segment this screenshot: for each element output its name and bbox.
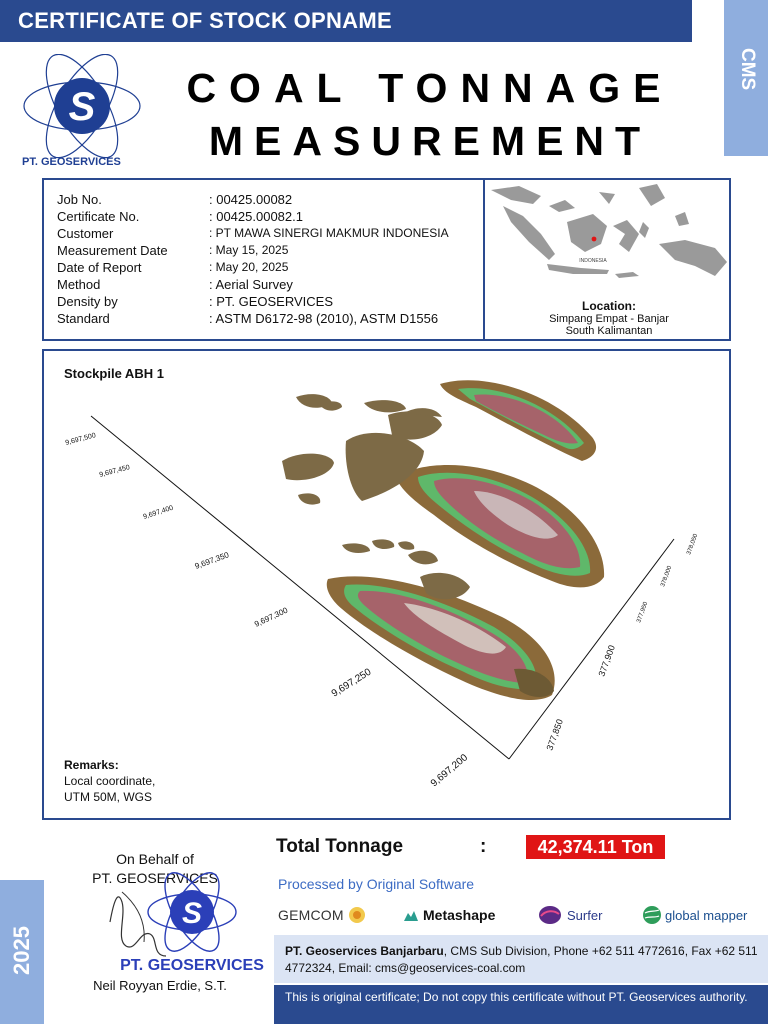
northing-tick: 9,697,450 [98,464,131,479]
northing-tick: 9,697,250 [329,666,374,700]
title-line-2: MEASUREMENT [208,118,652,164]
info-value: : May 15, 2025 [209,243,289,257]
behalf-line-1: On Behalf of [116,851,194,867]
info-label: Density by [57,294,118,309]
info-label: Job No. [57,192,102,207]
page-title [160,62,700,168]
info-value: : 00425.00082.1 [209,209,303,224]
stockpile-3d-view [44,351,729,818]
remarks-line-1: Local coordinate, [64,774,156,788]
globe-icon [642,905,662,925]
signature-stroke [122,892,144,942]
contact-company: PT. Geoservices Banjarbaru [285,944,444,958]
location-line-2: South Kalimantan [565,325,653,337]
metashape-logo [404,902,495,928]
year-tab [0,880,44,1024]
northing-tick: 9,697,350 [193,550,231,571]
northing-tick: 9,697,300 [253,605,290,629]
info-label: Measurement Date [57,243,168,258]
info-label: Standard [57,311,110,326]
stockpile-visualization [42,349,731,820]
location-line-1: Simpang Empat - Banjar [549,313,669,325]
stamp-caption: PT. GEOSERVICES [120,957,264,974]
map-country-label: INDONESIA [579,258,607,264]
svg-text:S: S [181,897,203,930]
info-value: : PT. GEOSERVICES [209,294,334,309]
surfer-label: Surfer [567,907,603,923]
banner-title: CERTIFICATE OF STOCK OPNAME [18,8,392,33]
certificate-banner [0,0,692,42]
easting-tick: 378,050 [686,533,700,556]
svg-text:S: S [68,85,96,129]
easting-tick: 377,900 [596,643,618,678]
side-tab-label: CMS [737,48,758,91]
global-mapper-label: global mapper [665,907,748,923]
location-title: Location: [582,299,636,313]
contact-details: , CMS Sub Division, Phone +62 511 4772616, Fax +62 511 4772324, Email: cms@geoservices-coal.com [285,944,758,975]
stockpile-top-right [440,380,596,461]
northing-tick: 9,697,200 [428,752,471,790]
surfer-logo [538,902,602,928]
easting-tick: 377,850 [544,717,566,752]
gemcom-label: GEMCOM [278,907,344,923]
easting-tick: 377,950 [636,601,650,624]
easting-tick: 378,000 [660,565,674,588]
contact-info [274,935,768,983]
remarks-title: Remarks: [64,758,119,772]
certificate-info-box [42,178,731,341]
stockpile-middle [396,465,604,587]
signature-stroke [110,897,166,956]
stockpile-title: Stockpile ABH 1 [64,366,164,381]
info-label: Customer [57,226,114,241]
surfer-icon [538,904,562,926]
info-value: : May 20, 2025 [209,260,289,274]
info-value: : Aerial Survey [209,277,293,292]
logo-caption: PT. GEOSERVICES [22,156,121,168]
software-heading: Processed by Original Software [278,876,475,892]
info-label: Method [57,277,101,292]
location-map [489,182,729,300]
geoservices-logo [20,54,144,170]
gemcom-logo [278,902,367,928]
title-line-1: COAL TONNAGE [186,65,674,111]
metashape-icon [404,909,418,921]
remarks-line-2: UTM 50M, WGS [64,790,153,804]
northing-tick: 9,697,500 [64,432,97,447]
year-label: 2025 [9,926,34,975]
total-tonnage-colon: : [480,836,487,857]
gemcom-icon [347,905,367,925]
info-value: : PT MAWA SINERGI MAKMUR INDONESIA [209,226,449,240]
copyright-notice: This is original certificate; Do not copy this certificate without PT. Geoservices authority. [274,985,768,1024]
remarks [64,757,155,805]
metashape-label: Metashape [423,907,496,923]
info-value: : ASTM D6172-98 (2010), ASTM D1556 [209,311,439,326]
info-label: Certificate No. [57,209,140,224]
global-mapper-logo [642,902,747,928]
cms-side-tab [724,0,768,156]
info-value: : 00425.00082 [209,192,293,207]
company-stamp [96,860,266,980]
total-tonnage-value: 42,374.11 Ton [526,835,665,859]
behalf-line-2: PT. GEOSERVICES [92,870,218,886]
info-divider [483,180,485,339]
signer-name: Neil Royyan Erdie, S.T. [93,978,227,993]
northing-tick: 9,697,400 [142,504,175,521]
info-label: Date of Report [57,260,142,275]
total-tonnage-label: Total Tonnage [276,836,404,857]
